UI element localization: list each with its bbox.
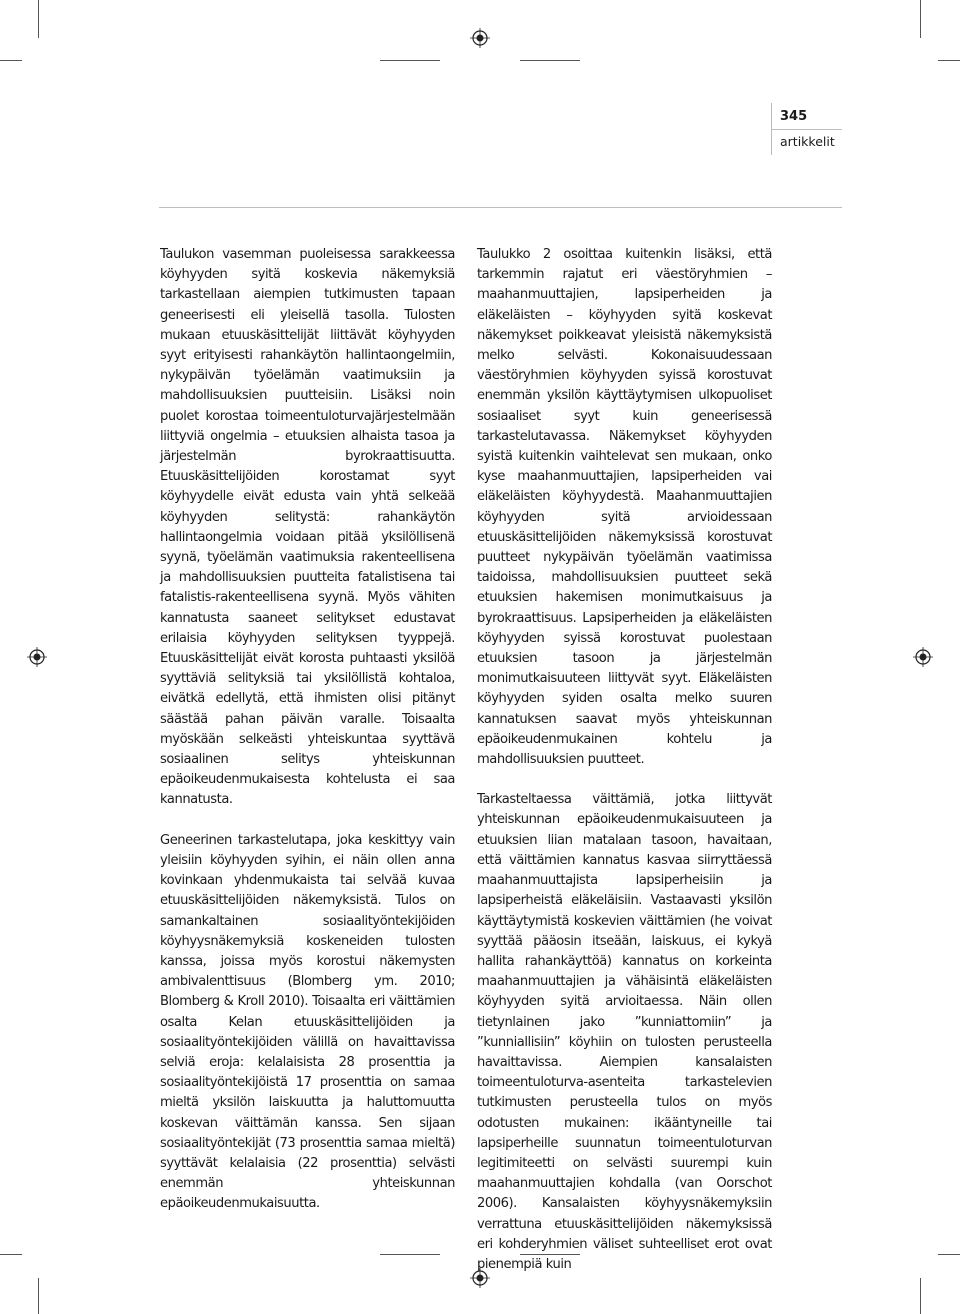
crop-mark-bottom-right-horizontal [938, 1254, 960, 1255]
section-label: artikkelit [780, 134, 835, 149]
registration-mark-right-icon [913, 647, 933, 667]
right-paragraph-2: Tarkasteltaessa väittämiä, jotka liittyvät yhteiskunnan epäoikeudenmukaisuuteen ja etuuksien liian matalaan tasoon, havaitaan, että väittämien kannatus kasvaa siirryttäessä maahanmuuttajista lapsiperheisiin ja lapsiperheistä eläkeläisiin. Vastaavasti yksilön käyttäytymistä koskevien väittämien (he voivat syyttää pääosin itseään, laiskuus, ei kykyä hallita rahankäyttöä) kannatus on korkeinta maahanmuuttajien ja vähäisintä eläkeläisten köyhyyden syitä arvioitaessa. Näin ollen tietynlainen jako ”kunniattomiin” ja ”kunniallisiin” köyhiin on tulosten perusteella havaittavissa. Aiempien kansalaisten toimeentuloturva-asenteita tarkastelevien tutkimusten perusteella tulos on myös odotusten mukainen: ikääntyneille tai lapsiperheille suunnatun toimeentuloturvan legitimiteetti on selvästi suurempi kuin maahanmuuttajien kohdalla (van Oorschot 2006). Kansalaisten köyhyysnäkemyksiin verrattuna etuuskäsittelijöiden näkemyksissä eri kohderyhmien väliset suhteelliset erot ovat pienempiä kuin [477, 792, 772, 1272]
crop-mark-top-center-left [380, 60, 440, 61]
crop-mark-top-left-horizontal [0, 60, 22, 61]
crop-mark-bottom-center-left [380, 1254, 440, 1255]
header-rule-bottom [159, 207, 842, 208]
left-paragraph-1: Taulukon vasemman puoleisessa sarakkeessa köyhyyden syitä koskevia näkemyksiä tarkastellaan aiempien tutkimusten tapaan geneerisesti eli yleisellä tasolla. Tulosten mukaan etuuskäsittelijät liittävät köyhyyden syyt erityisesti rahankäytön hallintaongelmiin, nykypäivän työelämän vaatimuksiin ja mahdollisuuksien puutteisiin. Lisäksi noin puolet korostaa toimeentuloturvajärjestelmään liittyviä ongelmia – etuuksien alhaista tasoa ja järjestelmän byrokraattisuutta. Etuuskäsittelijöiden korostamat syyt köyhyydelle eivät edusta vain yhtä selkeää köyhyyden selitystä: rahankäytön hallintaongelmia voidaan pitää yksilöllisenä syynä, työelämän vaatimuksia rakenteellisena ja mahdollisuuksien puutteita fatalistisena tai fatalistis-rakenteellisena syynä. Myös vähiten kannatusta saaneet selitykset edustavat erilaisia köyhyyden selityksen tyyppejä. Etuuskäsittelijät eivät korosta puhtaasti yksilöä syyttäviä selityksiä tai yksilöllistä kohtaloa, eivätkä edellytä, että ihmisten olisi pitänyt säästää pahan päivän varalle. Toisaalta myöskään selkeästi yhteiskuntaa syyttävä sosiaalinen selitys yhteiskunnan epäoikeudenmukaisesta kohtelusta ei saa kannatusta. [160, 247, 455, 808]
crop-mark-top-left-vertical [38, 0, 39, 38]
crop-mark-top-right-horizontal [938, 60, 960, 61]
crop-mark-top-center-right [520, 60, 580, 61]
registration-mark-left-icon [27, 647, 47, 667]
crop-mark-bottom-left-horizontal [0, 1254, 22, 1255]
crop-mark-bottom-right-vertical [920, 1278, 921, 1314]
header-divider [771, 103, 772, 155]
crop-mark-top-right-vertical [920, 0, 921, 38]
header-rule-top [771, 129, 842, 130]
crop-mark-bottom-left-vertical [38, 1278, 39, 1314]
page-number: 345 [780, 109, 808, 124]
left-column [160, 245, 455, 1215]
right-paragraph-1: Taulukko 2 osoittaa kuitenkin lisäksi, että tarkemmin rajatut eri väestöryhmien – maahanmuuttajien, lapsiperheiden ja eläkeläisten – köyhyyden syitä koskevat näkemykset poikkeavat yleisistä näkemyksistä melko selvästi. Kokonaisuudessaan väestöryhmien köyhyyden syissä korostuvat enemmän yksilön käyttäytymisen ulkopuoliset sosiaaliset syyt kuin geneerisessä tarkastelutavassa. Näkemykset köyhyyden syistä kuitenkin vaihtelevat sen mukaan, onko kyse maahanmuuttajien, lapsiperheiden vai eläkeläisten köyhyydestä. Maahanmuuttajien köyhyyden syitä arvioidessaan etuuskäsittelijöiden näkemyksissä korostuvat puutteet nykypäivän työelämän vaatimissa taidoissa, mahdollisuuksien puutteet sekä etuuksien hakemisen monimutkaisuus ja byrokraattisuus. Lapsiperheiden ja eläkeläisten köyhyyden syissä korostuvat puolestaan etuuksien tasoon ja järjestelmän monimutkaisuuteen liittyvät syyt. Eläkeläisten köyhyyden syiden osalta melko suuren kannatuksen saavat myös yhteiskunnan epäoikeudenmukainen kohtelu ja mahdollisuuksien puutteet. [477, 247, 772, 768]
registration-mark-top-icon [470, 28, 490, 48]
left-paragraph-2: Geneerinen tarkastelutapa, joka keskittyy vain yleisiin köyhyyden syihin, ei näin ollen anna kovinkaan yhdenmukaista tai selvää kuvaa etuuskäsittelijöiden näkemyksistä. Tulos on samankaltainen sosiaalityöntekijöiden köyhyysnäkemyksiä koskeneiden tulosten kanssa, joissa myös korostui näkemysten ambivalenttisuus (Blomberg ym. 2010; Blomberg & Kroll 2010). Toisaalta eri väittämien osalta Kelan etuuskäsittelijöiden ja sosiaalityöntekijöiden välillä on havaittavissa selviä eroja: kelalaisista 28 prosenttia ja sosiaalityöntekijöistä 17 prosenttia on samaa mieltä yksilön laiskuutta ja haluttomuutta koskevan väittämän kanssa. Sen sijaan sosiaalityöntekijät (73 prosenttia samaa mieltä) syyttävät kelalaisia (22 prosenttia) selvästi enemmän yhteiskunnan epäoikeudenmukaisuutta. [160, 832, 455, 1212]
right-column [477, 245, 772, 1275]
